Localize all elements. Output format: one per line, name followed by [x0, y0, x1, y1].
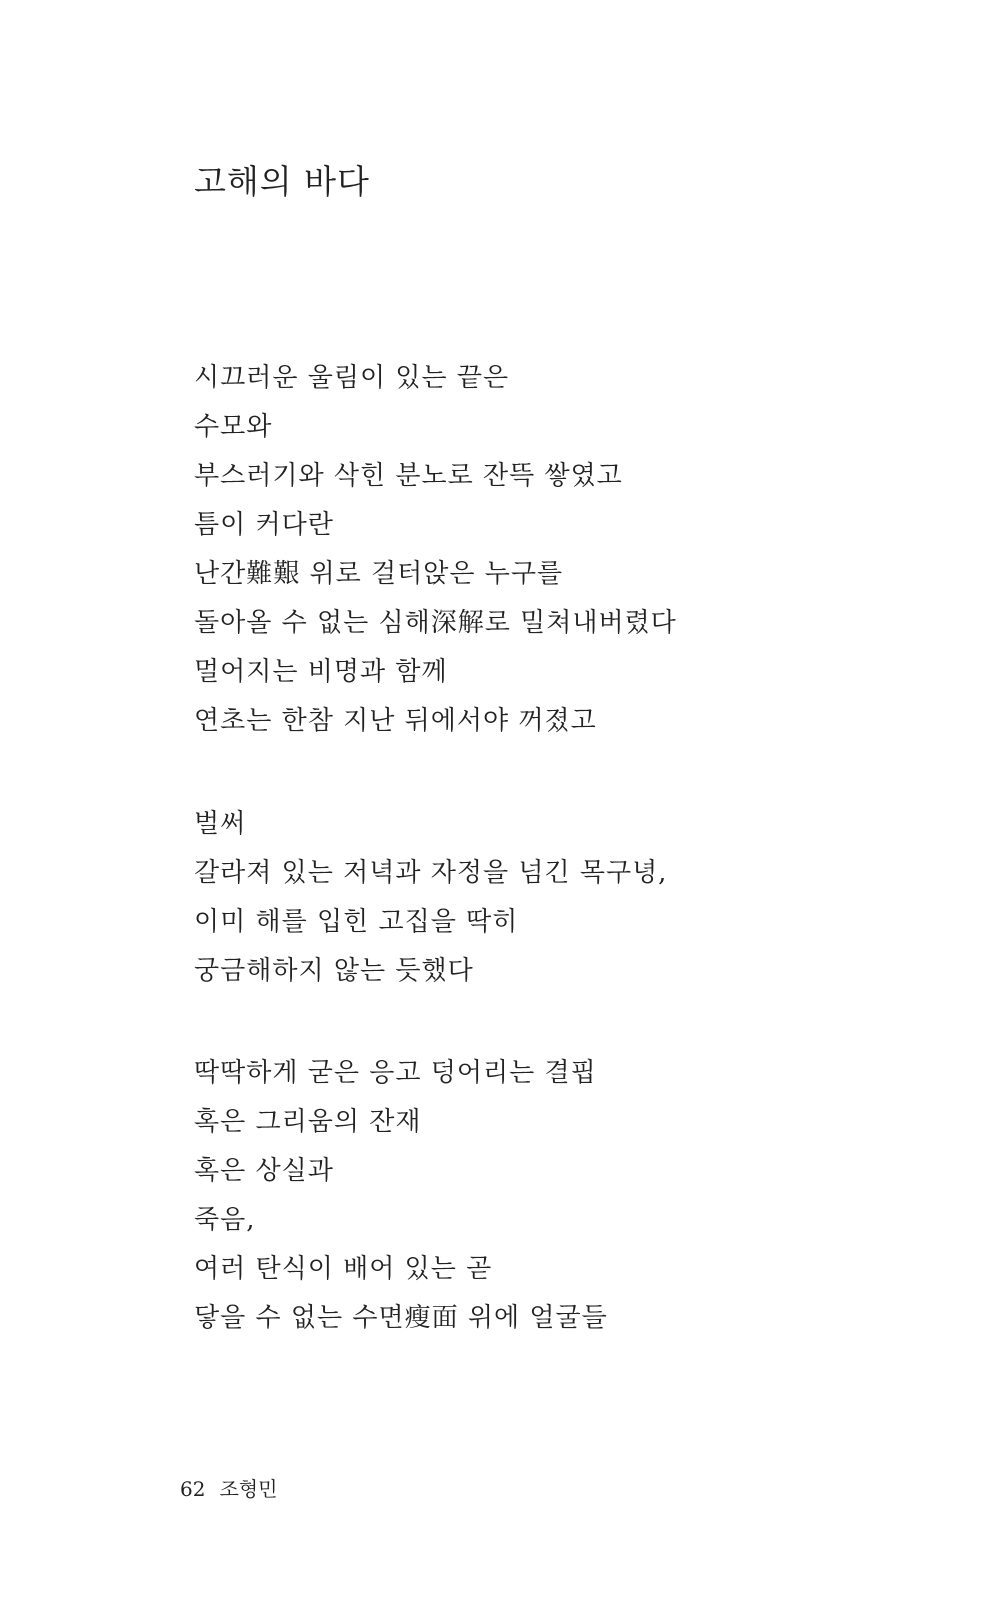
poem-line: 연초는 한참 지난 뒤에서야 꺼졌고 [194, 706, 597, 736]
poem-line: 멀어지는 비명과 함께 [194, 657, 448, 687]
poem-line: 이미 해를 입힌 고집을 딱히 [194, 907, 519, 937]
poem-line: 혹은 상실과 [194, 1156, 334, 1186]
stanza-2 [194, 800, 667, 996]
poem-line: 부스러기와 삭힌 분노로 잔뜩 쌓였고 [194, 461, 623, 491]
author-name: 조형민 [219, 1477, 278, 1501]
stanza-1 [194, 354, 677, 746]
poem-title: 고해의 바다 [194, 162, 370, 201]
poem-line: 궁금해하지 않는 듯했다 [194, 956, 474, 986]
poem-line: 수모와 [194, 412, 273, 442]
poem-line: 여러 탄식이 배어 있는 곧 [194, 1254, 493, 1284]
poem-line: 딱딱하게 굳은 응고 덩어리는 결핍 [194, 1058, 597, 1088]
poem-line: 시끄러운 울림이 있는 끝은 [194, 363, 510, 393]
poem-line: 혹은 그리움의 잔재 [194, 1107, 422, 1137]
page-number: 62 [180, 1477, 206, 1501]
poem-line: 죽음, [194, 1205, 256, 1235]
poem-line: 갈라져 있는 저녁과 자정을 넘긴 목구녕, [194, 858, 668, 888]
poem-line: 벌써 [194, 809, 247, 839]
poem-line: 돌아올 수 없는 심해深解로 밀쳐내버렸다 [194, 608, 677, 638]
poem-line: 난간難艱 위로 걸터앉은 누구를 [194, 559, 564, 589]
poem-line: 틈이 커다란 [194, 510, 334, 540]
poem-line: 닿을 수 없는 수면瘦面 위에 얼굴들 [194, 1303, 608, 1333]
page-footer [180, 1476, 277, 1502]
stanza-3 [194, 1049, 608, 1343]
